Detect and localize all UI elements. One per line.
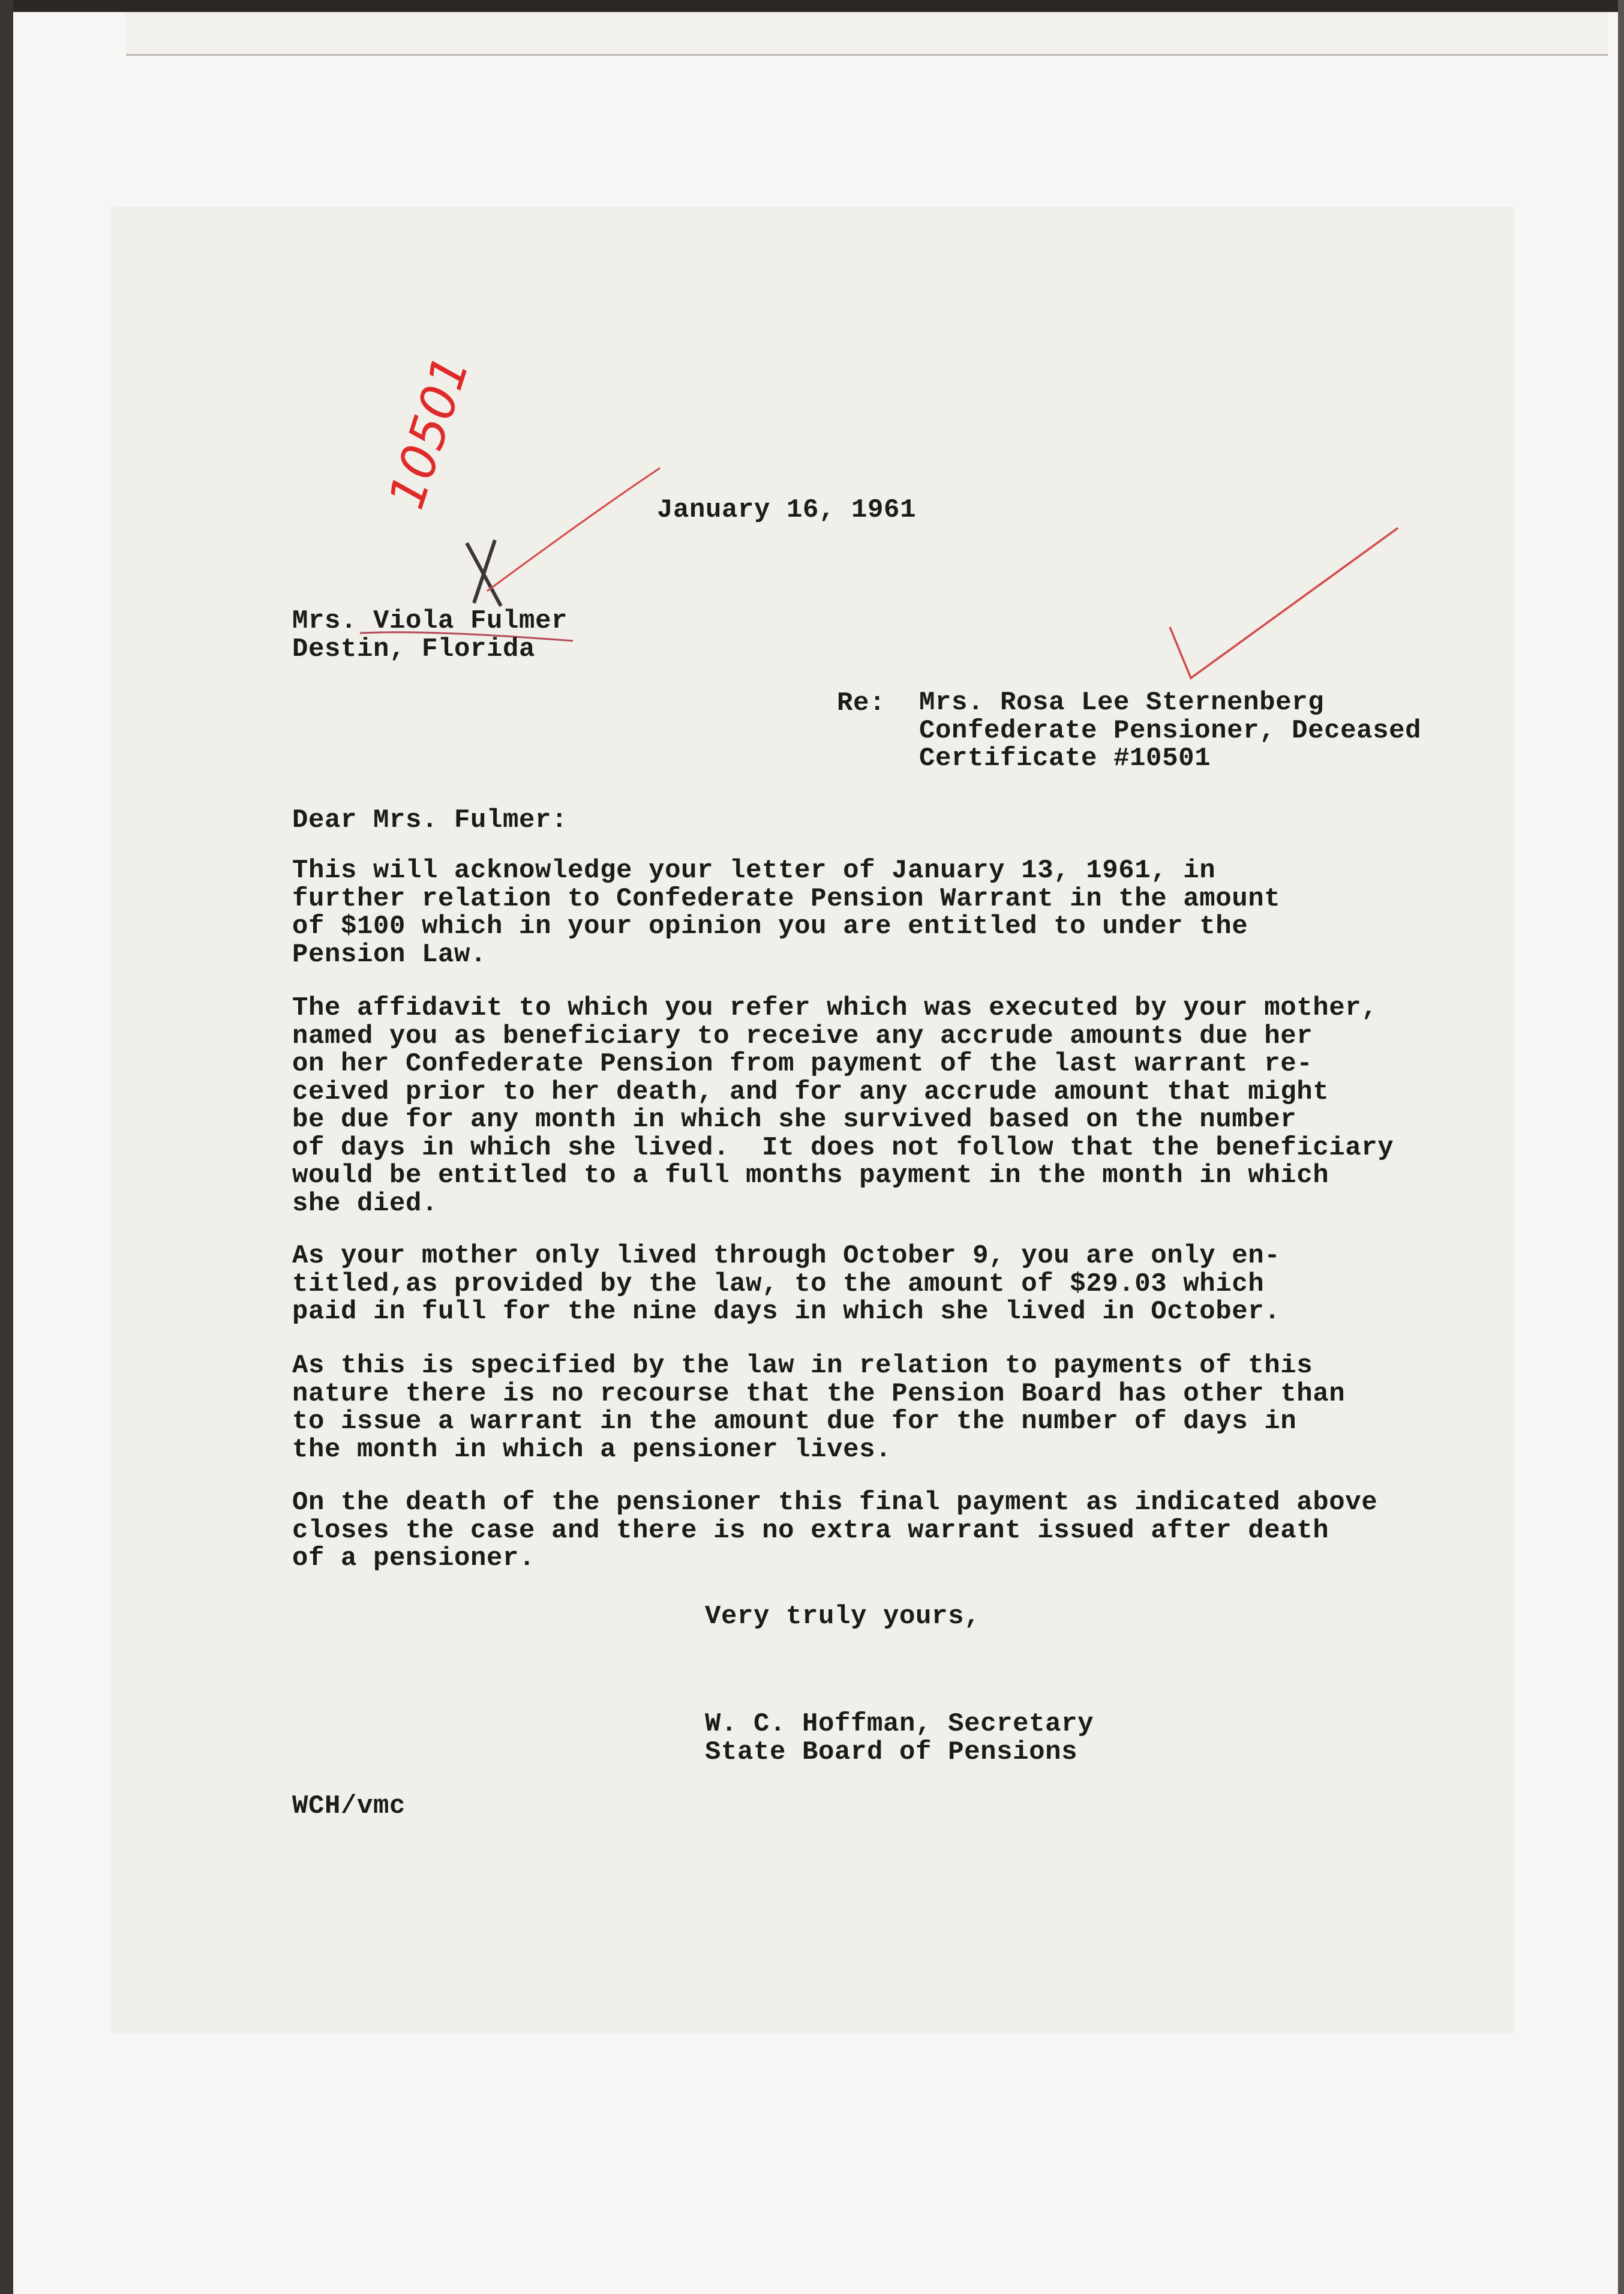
body-line: of days in which she lived. It does not follow that the beneficiary: [292, 1132, 1394, 1163]
body-line: of a pensioner.: [292, 1543, 536, 1573]
body-line: The affidavit to which you refer which was executed by your mother,: [292, 993, 1378, 1023]
re-line: Mrs. Rosa Lee Sternenberg: [919, 688, 1325, 718]
closing: Very truly yours,: [705, 1602, 981, 1632]
body-line: of $100 which in your opinion you are entitled to under the: [292, 911, 1248, 941]
body-line: As your mother only lived through October 9, you are only en-: [292, 1241, 1281, 1271]
paragraph-5: [292, 1489, 1377, 1573]
file-number-annotation: 10501: [378, 349, 481, 516]
signer-office: State Board of Pensions: [705, 1737, 1078, 1767]
re-line: Certificate #10501: [919, 743, 1211, 773]
body-line: to issue a warrant in the amount due for the number of days in: [292, 1407, 1297, 1437]
signature-block: [705, 1710, 1094, 1766]
paragraph-3: [292, 1242, 1280, 1326]
signer-name: W. C. Hoffman, Secretary: [705, 1709, 1094, 1739]
body-line: titled,as provided by the law, to the amount of $29.03 which: [292, 1269, 1265, 1299]
body-line: Pension Law.: [292, 939, 487, 970]
body-line: nature there is no recourse that the Pension Board has other than: [292, 1378, 1346, 1409]
body-line: closes the case and there is no extra warrant issued after death: [292, 1515, 1329, 1546]
recipient-name: Mrs. Viola Fulmer: [292, 606, 568, 636]
paragraph-1: [292, 857, 1280, 968]
body-line: further relation to Confederate Pension Warrant in the amount: [292, 883, 1281, 914]
body-line: the month in which a pensioner lives.: [292, 1434, 892, 1465]
body-line: be due for any month in which she survived based on the number: [292, 1105, 1297, 1135]
re-line: Confederate Pensioner, Deceased: [919, 715, 1422, 746]
body-line: on her Confederate Pension from payment of the last warrant re-: [292, 1049, 1313, 1079]
paragraph-2: [292, 994, 1394, 1218]
body-line: would be entitled to a full months payment in the month in which: [292, 1161, 1329, 1191]
recipient-address: [292, 607, 568, 663]
body-line: On the death of the pensioner this final payment as indicated above: [292, 1488, 1378, 1518]
re-subject: [919, 689, 1421, 773]
body-line: ceived prior to her death, and for any accrude amount that might: [292, 1076, 1329, 1107]
recipient-city: Destin, Florida: [292, 634, 536, 664]
body-line: As this is specified by the law in relation to payments of this: [292, 1351, 1313, 1381]
body-line: paid in full for the nine days in which she lived in October.: [292, 1297, 1281, 1327]
body-line: named you as beneficiary to receive any accrude amounts due her: [292, 1021, 1313, 1051]
re-label: Re:: [837, 688, 886, 718]
letter-date: January 16, 1961: [657, 495, 917, 525]
paragraph-4: [292, 1352, 1345, 1464]
salutation: Dear Mrs. Fulmer:: [292, 805, 568, 835]
body-line: she died.: [292, 1188, 439, 1219]
typist-initials: WCH/vmc: [292, 1791, 406, 1821]
body-line: This will acknowledge your letter of January 13, 1961, in: [292, 856, 1216, 886]
